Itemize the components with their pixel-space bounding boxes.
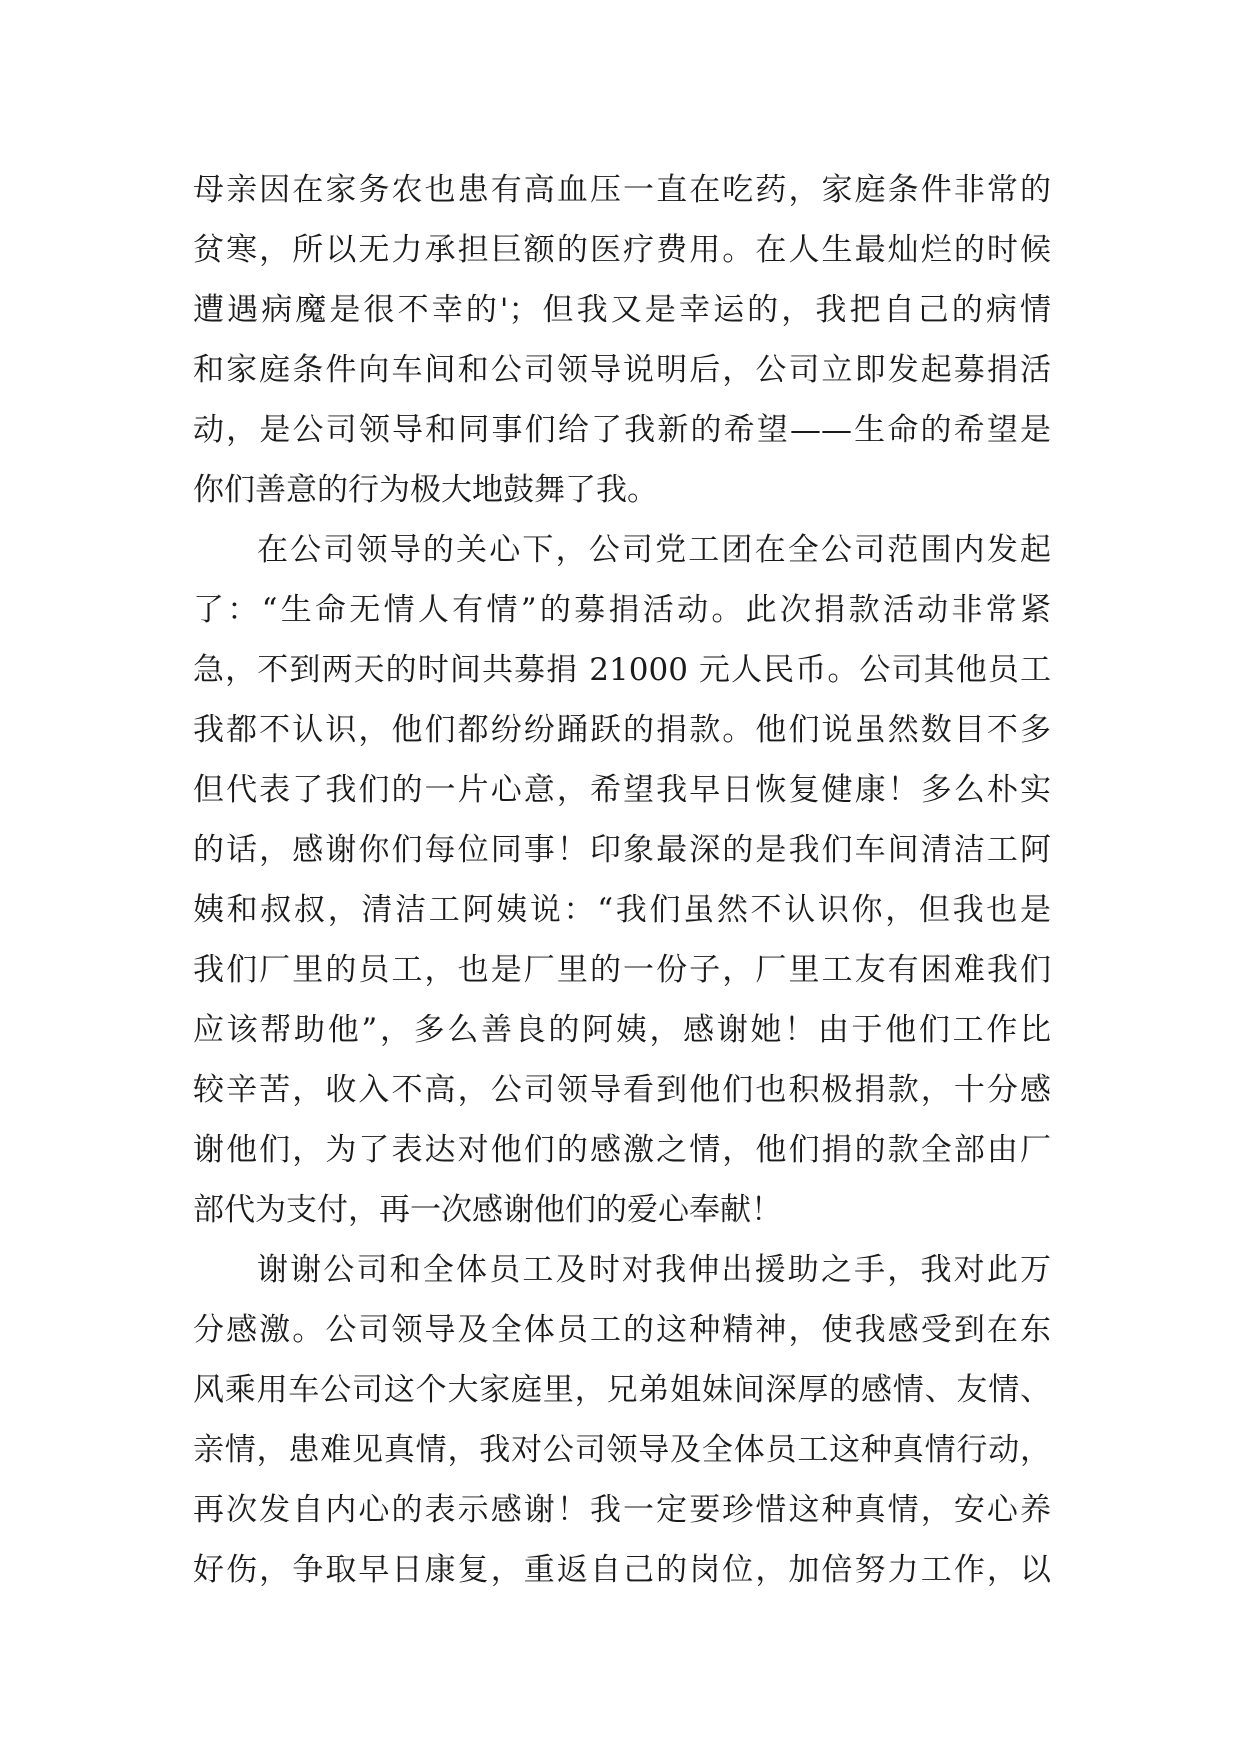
text-line: 谢他们，为了表达对他们的感激之情，他们捐的款全部由厂	[193, 1132, 1051, 1168]
paragraph-2	[193, 520, 1051, 1240]
text-line: 你们善意的行为极大地鼓舞了我。	[193, 472, 658, 508]
text-line: 贫寒，所以无力承担巨额的医疗费用。在人生最灿烂的时候	[193, 232, 1051, 268]
text-line: 急，不到两天的时间共募捐 21000 元人民币。公司其他员工	[193, 652, 1051, 688]
text-line: 我都不认识，他们都纷纷踊跃的捐款。他们说虽然数目不多	[193, 712, 1051, 748]
paragraph-3	[193, 1240, 1051, 1600]
text-line: 分感激。公司领导及全体员工的这种精神，使我感受到在东	[193, 1312, 1051, 1348]
text-line: 好伤，争取早日康复，重返自己的岗位，加倍努力工作，以	[193, 1552, 1051, 1588]
text-line: 姨和叔叔，清洁工阿姨说：“我们虽然不认识你，但我也是	[193, 892, 1051, 928]
text-line: 了：“生命无情人有情”的募捐活动。此次捐款活动非常紧	[193, 592, 1051, 628]
text-line: 较辛苦，收入不高，公司领导看到他们也积极捐款，十分感	[193, 1072, 1051, 1108]
text-line: 部代为支付，再一次感谢他们的爱心奉献！	[193, 1192, 782, 1228]
text-line: 和家庭条件向车间和公司领导说明后，公司立即发起募捐活	[193, 352, 1051, 388]
text-line: 但代表了我们的一片心意，希望我早日恢复健康！多么朴实	[193, 772, 1051, 808]
text-line: 在公司领导的关心下，公司党工团在全公司范围内发起	[257, 532, 1051, 568]
text-line: 母亲因在家务农也患有高血压一直在吃药，家庭条件非常的	[193, 172, 1051, 208]
text-line: 风乘用车公司这个大家庭里，兄弟姐妹间深厚的感情、友情、	[193, 1372, 1051, 1408]
text-line: 再次发自内心的表示感谢！我一定要珍惜这种真情，安心养	[193, 1492, 1051, 1528]
text-line: 谢谢公司和全体员工及时对我伸出援助之手，我对此万	[257, 1252, 1051, 1288]
text-line: 动，是公司领导和同事们给了我新的希望——生命的希望是	[193, 412, 1051, 448]
text-line: 应该帮助他”，多么善良的阿姨，感谢她！由于他们工作比	[193, 1012, 1051, 1048]
text-line: 遭遇病魔是很不幸的'；但我又是幸运的，我把自己的病情	[193, 292, 1051, 328]
text-line: 我们厂里的员工，也是厂里的一份子，厂里工友有困难我们	[193, 952, 1051, 988]
text-line: 亲情，患难见真情，我对公司领导及全体员工这种真情行动，	[193, 1432, 1051, 1468]
document-body	[193, 160, 1051, 1600]
text-line: 的话，感谢你们每位同事！印象最深的是我们车间清洁工阿	[193, 832, 1051, 868]
paragraph-1	[193, 160, 1051, 520]
